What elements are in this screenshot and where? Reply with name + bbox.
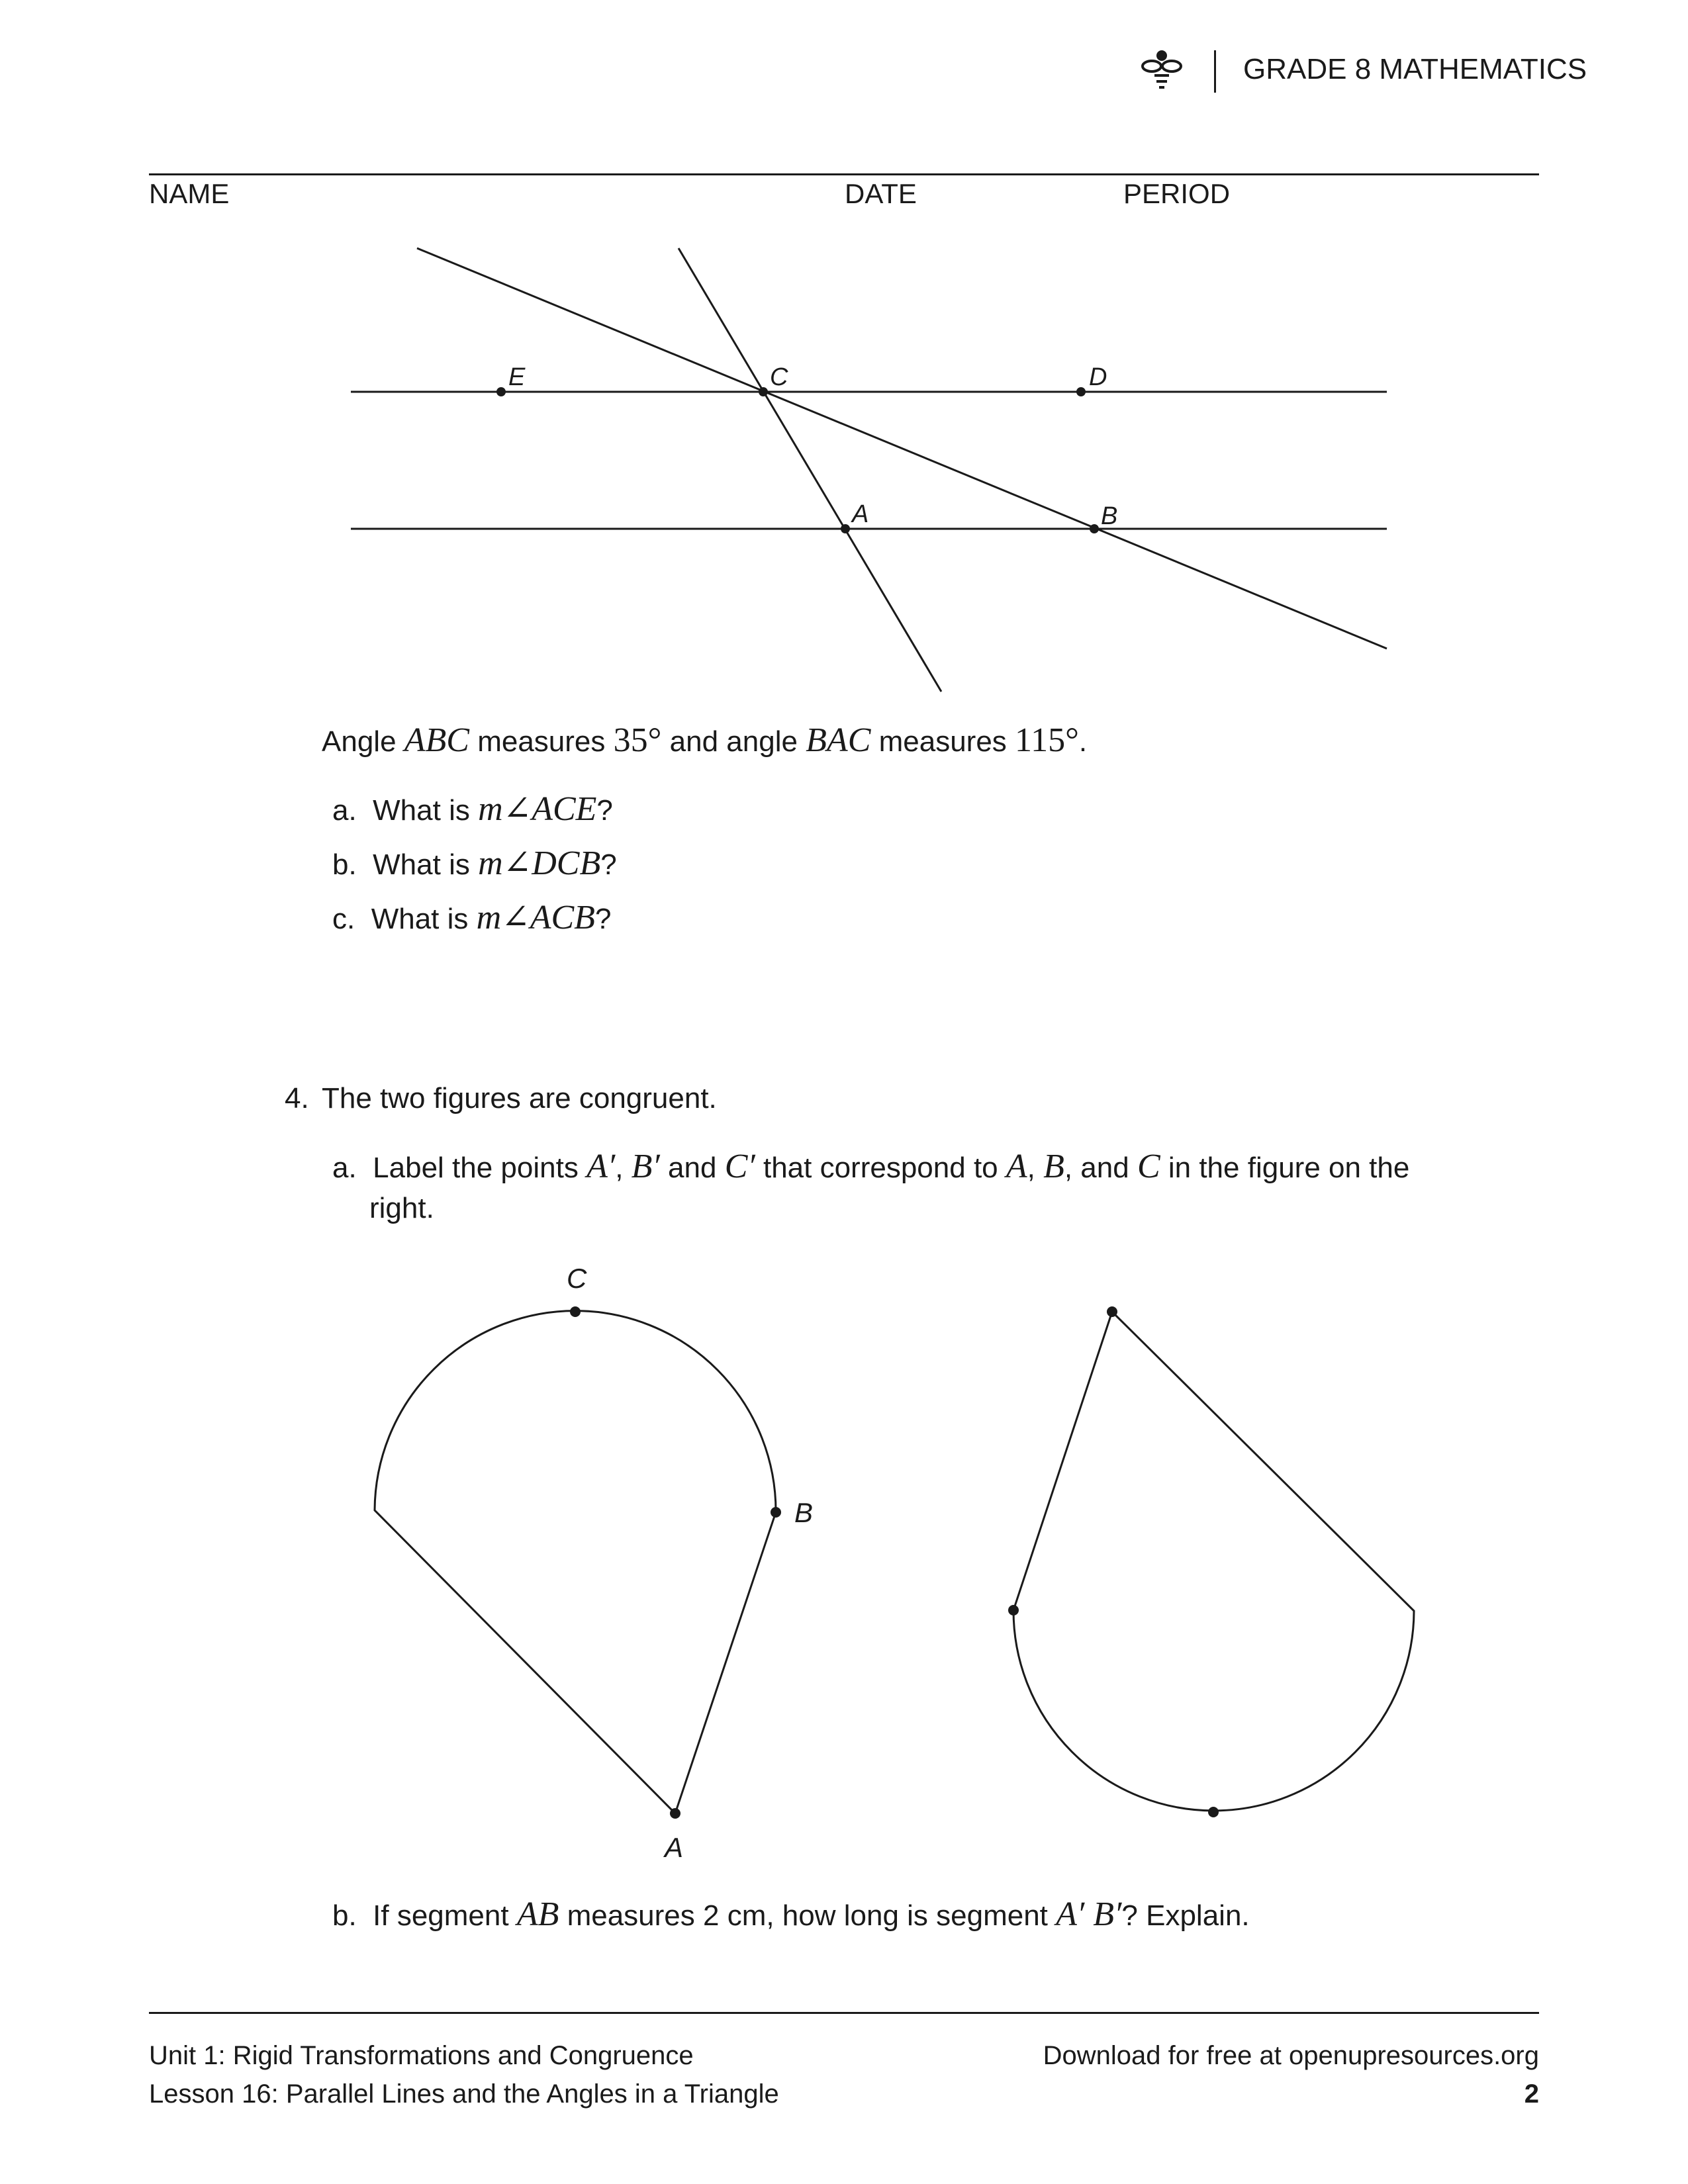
name-label: NAME — [149, 178, 230, 209]
problem4-part-a-line2: right. — [369, 1192, 434, 1224]
label-d: D — [1089, 363, 1107, 391]
label-a: A — [852, 500, 869, 528]
transversal-ca — [679, 248, 941, 692]
problem3-part-a: a. What is m∠ACE? — [332, 790, 613, 828]
date-label: DATE — [845, 178, 917, 209]
problem4-number: 4. — [285, 1082, 309, 1115]
math-bac: BAC — [806, 721, 871, 759]
label-e: E — [508, 363, 526, 391]
problem4-part-b: b. If segment AB measures 2 cm, how long is segment A′ B′? Explain. — [332, 1895, 1250, 1933]
parallel-lines-figure — [0, 0, 1688, 728]
right-figure-outline — [1013, 1312, 1414, 1811]
angle-value-35: 35° — [613, 721, 662, 759]
right-point-top — [1107, 1306, 1117, 1317]
page-number: 2 — [1524, 2079, 1539, 2109]
label-left-a: A — [665, 1832, 684, 1863]
transversal-cb — [417, 248, 1387, 649]
label-left-b: B — [794, 1497, 814, 1528]
math-abc: ABC — [404, 721, 469, 759]
left-point-b — [771, 1507, 781, 1518]
footer-rule — [149, 2012, 1539, 2014]
problem3-statement: Angle ABC measures 35° and angle BAC measures 115°. — [322, 721, 1088, 759]
problem3-part-c: c. What is m∠ACB? — [332, 899, 612, 936]
right-point-left — [1008, 1605, 1019, 1615]
footer-download-link[interactable]: Download for free at openupresources.org — [1043, 2041, 1539, 2070]
footer-unit: Unit 1: Rigid Transformations and Congruence — [149, 2041, 694, 2070]
problem4-statement: The two figures are congruent. — [322, 1082, 717, 1115]
point-d — [1076, 387, 1086, 396]
angle-value-115: 115° — [1015, 721, 1079, 759]
point-b — [1090, 524, 1099, 533]
problem4-part-a: a. Label the points A′, B′ and C′ that correspond to A, B, and C in the figure on the — [332, 1148, 1410, 1185]
period-label: PERIOD — [1123, 178, 1231, 209]
congruent-figures — [0, 1231, 1688, 1873]
point-c — [759, 387, 768, 396]
right-point-bottom — [1208, 1807, 1219, 1817]
left-point-c — [570, 1306, 581, 1317]
left-figure-outline — [375, 1311, 776, 1813]
left-point-a — [670, 1808, 680, 1819]
label-b: B — [1101, 502, 1118, 530]
footer-lesson: Lesson 16: Parallel Lines and the Angles in a Triangle — [149, 2079, 779, 2109]
label-left-c: C — [567, 1263, 587, 1294]
course-title: GRADE 8 MATHEMATICS — [1243, 53, 1587, 85]
problem3-part-b: b. What is m∠DCB? — [332, 844, 617, 882]
label-c: C — [770, 363, 788, 391]
point-a — [841, 524, 850, 533]
point-e — [496, 387, 506, 396]
